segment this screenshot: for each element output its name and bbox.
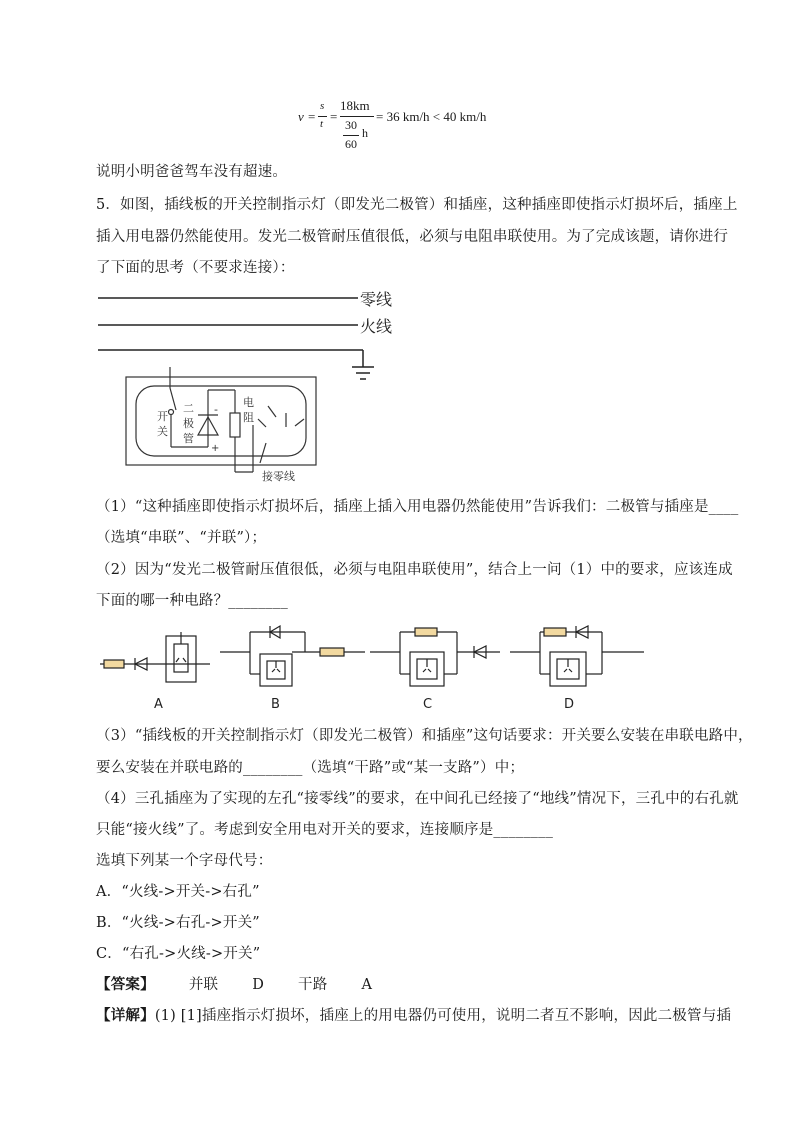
options-intro: 选填下列某一个字母代号：	[96, 853, 273, 869]
switch-label-1: 开	[157, 410, 168, 423]
question-3-line-2: 要么安装在并联电路的________（选填“干路”或“某一支路”）中；	[96, 760, 525, 776]
detail-text: (1) [1]插座指示灯损坏，插座上的用电器仍可使用，说明二者互不影响，因此二极管与插	[154, 1008, 732, 1024]
neutral-wire-label: 零线	[360, 290, 393, 309]
speed-formula	[298, 98, 558, 158]
circuit-options	[92, 622, 652, 714]
live-wire-label: 火线	[360, 317, 393, 336]
power-strip-diagram	[90, 285, 420, 485]
formula-eq1: =	[308, 109, 316, 124]
option-a-label: A	[154, 697, 163, 712]
formula-den-num: 30	[345, 118, 357, 132]
answer-line	[96, 975, 372, 995]
option-c: C．“右孔->火线->开关”	[96, 946, 261, 962]
formula-eq2: =	[330, 109, 338, 124]
conclusion-line: 说明小明爸爸驾车没有超速。	[96, 164, 288, 180]
question-5-line-1: 5．如图，插线板的开关控制指示灯（即发光二极管）和插座，这种插座即使指示灯损坏后，插座上	[96, 197, 738, 213]
detail-line	[96, 1006, 731, 1026]
diode-label-2: 极	[183, 417, 194, 430]
option-b: B．“火线->右孔->开关”	[96, 915, 260, 931]
formula-den-den: 60	[345, 137, 357, 151]
formula-result: = 36 km/h < 40 km/h	[376, 109, 487, 124]
answer-2: D	[252, 977, 265, 993]
answer-3: 干路	[298, 977, 328, 993]
resistor-label-2: 阻	[243, 411, 254, 424]
resistor-label-1: 电	[243, 396, 254, 409]
question-2-line-1: （2）因为“发光二极管耐压值很低，必须与电阻串联使用”，结合上一问（1）中的要求，应该连成	[96, 562, 733, 578]
neutral-connection-label: 接零线	[262, 470, 295, 483]
answer-4: A	[361, 977, 373, 993]
diode-plus: +	[211, 443, 220, 454]
formula-t: t	[320, 118, 324, 130]
diode-minus: -	[214, 403, 218, 416]
formula-numerator: 18km	[340, 98, 370, 113]
diode-label-1: 二	[183, 402, 194, 415]
question-5-line-2: 插入用电器仍然能使用。发光二极管耐压值很低，必须与电阻串联使用。为了完成该题，请你进行	[96, 229, 729, 245]
formula-den-unit: h	[362, 126, 368, 140]
formula-s: s	[320, 100, 325, 112]
option-a: A．“火线->开关->右孔”	[96, 884, 260, 900]
answer-1: 并联	[188, 977, 219, 993]
option-c-label: C	[423, 697, 433, 712]
answer-label: 【答案】	[96, 976, 155, 993]
question-1-line-1: （1）“这种插座即使指示灯损坏后，插座上插入用电器仍然能使用”告诉我们：二极管与插座是____	[96, 499, 739, 515]
question-4-line-1: （4）三孔插座为了实现的左孔“接零线”的要求，在中间孔已经接了“地线”情况下，三孔中的右孔就	[96, 791, 739, 807]
question-5-line-3: 了下面的思考（不要求连接）：	[96, 260, 295, 276]
question-4-line-2: 只能“接火线”了。考虑到安全用电对开关的要求，连接顺序是________	[96, 822, 554, 838]
switch-label-2: 关	[157, 425, 168, 438]
detail-label: 【详解】	[96, 1007, 155, 1024]
option-d-label: D	[564, 697, 575, 712]
question-2-line-2: 下面的哪一种电路？________	[96, 593, 288, 609]
question-1-line-2: （选填“串联”、“并联”）；	[96, 530, 267, 546]
option-b-label: B	[271, 697, 280, 712]
diode-label-3: 管	[183, 432, 194, 445]
question-3-line-1: （3）“插线板的开关控制指示灯（即发光二极管）和插座”这句话要求：开关要么安装在串联电路中，	[96, 728, 753, 744]
formula-v: v	[298, 109, 304, 124]
